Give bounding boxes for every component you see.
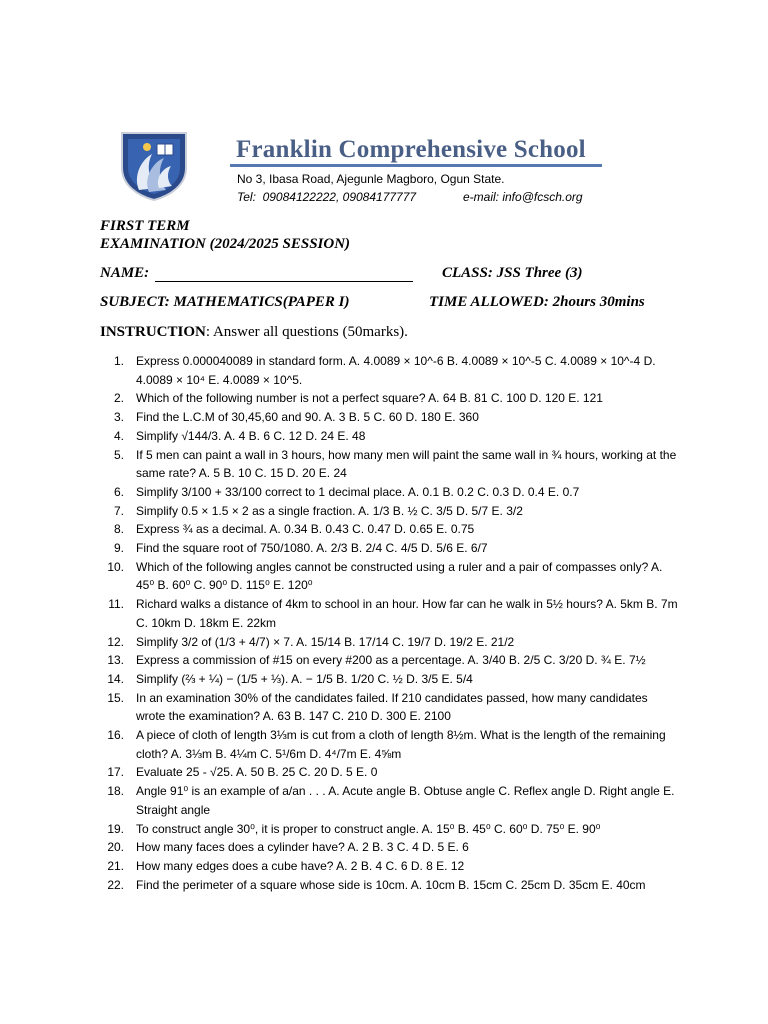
question-number: 20. [107, 840, 124, 855]
question-item [100, 446, 680, 483]
question-number: 11. [108, 597, 124, 612]
question-text: Find the square root of 750/1080. A. 2/3 B. 2/4 C. 4/5 D. 5/6 E. 6/7 [136, 541, 488, 556]
question-text: Simplify √144/3. A. 4 B. 6 C. 12 D. 24 E. 48 [136, 428, 366, 443]
term-label: FIRST TERM [100, 218, 190, 234]
question-item [100, 857, 680, 876]
question-item [100, 558, 680, 595]
question-text: How many faces does a cylinder have? A. 2 B. 3 C. 4 D. 5 E. 6 [136, 840, 469, 855]
question-item [100, 651, 680, 670]
question-item [100, 820, 680, 839]
question-list [100, 352, 680, 894]
telephone: Tel: 09084122222, 09084177777 [237, 190, 417, 204]
question-text: If 5 men can paint a wall in 3 hours, how many men will paint the same wall in ¾ hours, working at the same rate? A. 5 B. 10 C. 15 D. 20 E. 24 [136, 447, 677, 481]
question-number: 14. [107, 671, 124, 686]
name-field [100, 265, 413, 282]
question-text: To construct angle 30⁰, it is proper to construct angle. A. 15⁰ B. 45⁰ C. 60⁰ D. 75⁰ E. 90⁰ [136, 821, 601, 836]
question-item [100, 389, 680, 408]
question-number: 16. [107, 728, 124, 743]
question-number: 4. [113, 428, 124, 443]
question-text: Simplify (⅔ + ¼) − (1/5 + ⅓). A. − 1/5 B. 1/20 C. ½ D. 3/5 E. 5/4 [136, 671, 473, 686]
instruction-text: : Answer all questions (50marks). [205, 324, 408, 340]
session-label: EXAMINATION (2024/2025 SESSION) [100, 236, 351, 252]
question-number: 13. [107, 653, 124, 668]
question-item [100, 539, 680, 558]
instruction [100, 324, 408, 341]
question-item [100, 595, 680, 632]
question-text: Find the L.C.M of 30,45,60 and 90. A. 3 B. 5 C. 60 D. 180 E. 360 [136, 410, 479, 425]
school-name: Franklin Comprehensive School [236, 136, 586, 163]
question-number: 1. [113, 354, 124, 368]
class-label: CLASS: JSS Three (3) [442, 265, 583, 281]
question-number: 9. [113, 541, 124, 556]
question-text: Simplify 3/100 + 33/100 correct to 1 decimal place. A. 0.1 B. 0.2 C. 0.3 D. 0.4 E. 0.7 [136, 484, 580, 499]
question-number: 8. [113, 522, 124, 537]
question-item [100, 689, 680, 726]
question-number: 3. [113, 410, 124, 425]
question-item [100, 427, 680, 446]
school-address: No 3, Ibasa Road, Ajegunle Magboro, Ogun State. [237, 172, 505, 186]
question-text: Angle 91⁰ is an example of a/an . . . A. Acute angle B. Obtuse angle C. Reflex angle D. Right angle E. Straight angle [136, 784, 675, 817]
question-number: 2. [113, 391, 124, 406]
question-item [100, 876, 680, 895]
question-text: Simplify 3/2 of (1/3 + 4/7) × 7. A. 15/14 B. 17/14 C. 19/7 D. 19/2 E. 21/2 [136, 634, 515, 649]
question-number: 17. [107, 765, 124, 780]
question-text: Which of the following number is not a perfect square? A. 64 B. 81 C. 100 D. 120 E. 121 [136, 391, 603, 406]
question-text: A piece of cloth of length 3⅓m is cut from a cloth of length 8½m. What is the length of the remaining cloth? A. 3⅓m B. 4¼m C. 5¹/6m D. 4⁴/7m E. 4⅝m [136, 728, 666, 761]
time-allowed-label: TIME ALLOWED: 2hours 30mins [429, 294, 645, 310]
question-text: Evaluate 25 - √25. A. 50 B. 25 C. 20 D. 5 E. 0 [136, 765, 378, 780]
question-text: In an examination 30% of the candidates failed. If 210 candidates passed, how many candidates wrote the examination? A. 63 B. 147 C. 210 D. 300 E. 2100 [136, 690, 648, 724]
question-text: Express 0.000040089 in standard form. A. 4.0089 × 10^-6 B. 4.0089 × 10^-5 C. 4.0089 × 10^-4 D. 4.0089 × 10⁴ E. 4.0089 × 10^5. [136, 354, 656, 387]
question-text: Express a commission of #15 on every #200 as a percentage. A. 3/40 B. 2/5 C. 3/20 D. ¾ E. 7½ [136, 653, 646, 668]
question-text: How many edges does a cube have? A. 2 B. 4 C. 6 D. 8 E. 12 [136, 858, 465, 873]
title-underline [230, 164, 602, 167]
name-label: NAME: [100, 265, 150, 281]
name-blank-line [155, 267, 413, 282]
school-logo [119, 130, 189, 202]
question-text: Richard walks a distance of 4km to school in an hour. How far can he walk in 5½ hours? A. 5km B. 7m C. 10km D. 18km E. 22km [136, 597, 678, 630]
question-item [100, 670, 680, 689]
question-number: 19. [107, 821, 124, 836]
question-item [100, 502, 680, 521]
question-number: 22. [107, 877, 124, 892]
question-item [100, 726, 680, 763]
question-item [100, 408, 680, 427]
question-number: 18. [107, 784, 124, 799]
question-number: 6. [113, 484, 124, 499]
subject-label: SUBJECT: MATHEMATICS(PAPER I) [100, 294, 350, 310]
question-number: 7. [113, 503, 124, 518]
question-text: Express ¾ as a decimal. A. 0.34 B. 0.43 C. 0.47 D. 0.65 E. 0.75 [136, 522, 475, 537]
question-text: Find the perimeter of a square whose side is 10cm. A. 10cm B. 15cm C. 25cm D. 35cm E. 40cm [136, 877, 646, 892]
question-text: Simplify 0.5 × 1.5 × 2 as a single fraction. A. 1/3 B. ½ C. 3/5 D. 5/7 E. 3/2 [136, 503, 523, 518]
question-item [100, 633, 680, 652]
question-item [100, 352, 680, 389]
email: e-mail: info@fcsch.org [463, 190, 583, 204]
question-item [100, 763, 680, 782]
question-item [100, 483, 680, 502]
question-item [100, 782, 680, 819]
question-number: 12. [107, 634, 124, 649]
question-text: Which of the following angles cannot be constructed using a ruler and a pair of compasses only? A. 45⁰ B. 60⁰ C. 90⁰ D. 115⁰ E. 120⁰ [136, 559, 663, 593]
contact-line [237, 190, 583, 204]
question-number: 5. [113, 447, 124, 462]
question-number: 15. [107, 690, 124, 705]
question-item [100, 520, 680, 539]
exam-title [100, 217, 350, 253]
question-number: 10. [107, 559, 124, 574]
question-item [100, 838, 680, 857]
instruction-label: INSTRUCTION [100, 324, 206, 340]
question-number: 21. [107, 858, 124, 873]
